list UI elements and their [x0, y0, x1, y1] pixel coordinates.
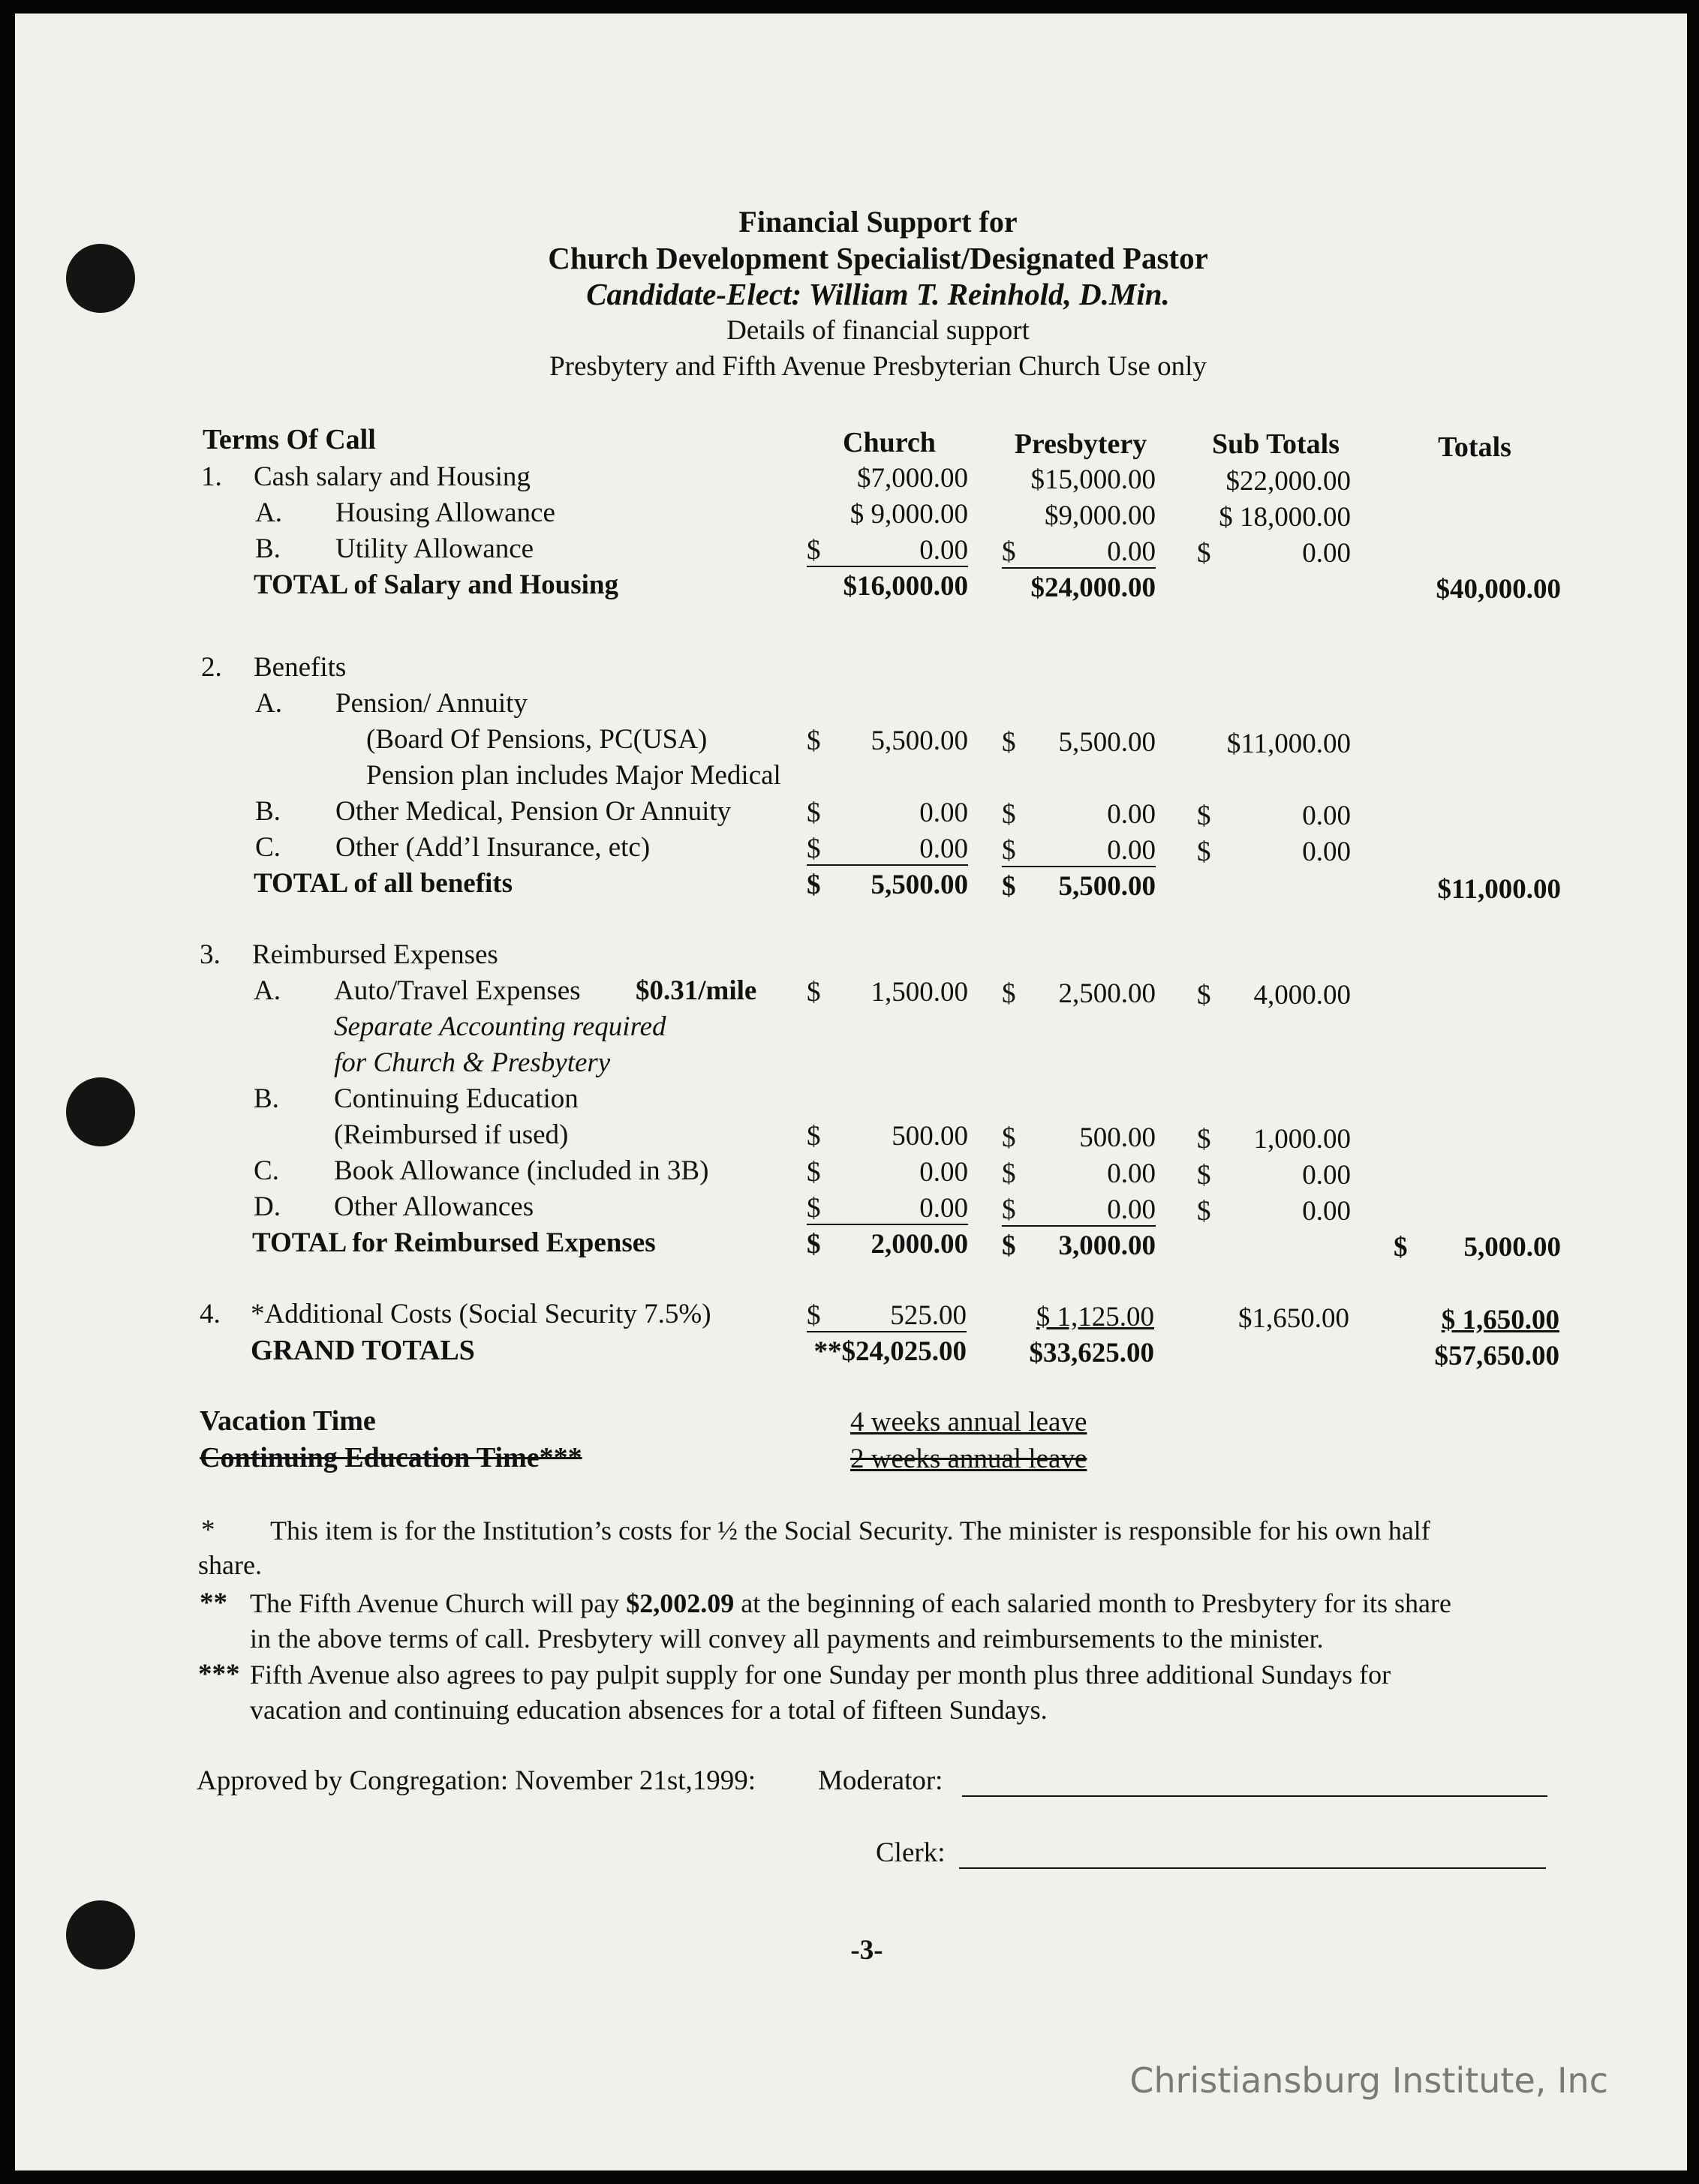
item-letter: C.: [255, 832, 281, 863]
vacation-label: Vacation Time: [200, 1405, 376, 1437]
item-note: for Church & Presbytery: [334, 1047, 611, 1078]
total-label: TOTAL of all benefits: [254, 868, 513, 899]
s1-total-presbytery: $24,000.00: [1030, 572, 1156, 603]
item-label: Pension/ Annuity: [335, 688, 528, 719]
item-sublabel: (Reimbursed if used): [334, 1119, 569, 1150]
section-number: 1.: [201, 461, 222, 492]
s1a-presbytery: $9,000.00: [1045, 500, 1156, 531]
s3d-subtotal: $ 0.00: [1197, 1196, 1351, 1227]
item-label: Continuing Education: [334, 1083, 579, 1114]
clerk-signature-line: [959, 1867, 1546, 1869]
s4-presbytery: $ 1,125.00: [1036, 1302, 1154, 1332]
punch-hole: [66, 1900, 135, 1969]
item-letter: A.: [254, 975, 281, 1006]
s4-subtotal: $1,650.00: [1238, 1303, 1349, 1334]
item-label: Housing Allowance: [335, 497, 555, 528]
item-letter: A.: [255, 497, 282, 528]
s1-presbytery: $15,000.00: [1030, 464, 1156, 495]
item-label: Other Allowances: [334, 1191, 534, 1222]
item-letter: B.: [255, 533, 281, 564]
s2a-presbytery: $ 5,500.00: [1002, 727, 1156, 758]
item-label: Other (Add’l Insurance, etc): [335, 832, 651, 863]
s1-total: $40,000.00: [1436, 574, 1561, 605]
punch-hole: [66, 244, 135, 313]
section-title: Reimbursed Expenses: [252, 939, 498, 970]
item-letter: C.: [254, 1155, 279, 1186]
usage-line: Presbytery and Fifth Avenue Presbyterian Church Use only: [549, 351, 1207, 382]
s3d-church: $ 0.00: [807, 1193, 968, 1224]
s3-total: $ 5,000.00: [1394, 1232, 1561, 1263]
s3-total-presbytery: $ 3,000.00: [1002, 1230, 1156, 1261]
s2c-presbytery: $ 0.00: [1002, 835, 1156, 866]
clerk-label: Clerk:: [876, 1837, 946, 1868]
section-number: 3.: [200, 939, 221, 970]
title-line-1: Financial Support for: [738, 205, 1018, 239]
grand-totals-label: GRAND TOTALS: [251, 1335, 475, 1366]
s1b-subtotal: $ 0.00: [1197, 538, 1351, 569]
item-letter: B.: [255, 796, 281, 827]
section-title: Cash salary and Housing: [254, 461, 531, 492]
s1-church: $7,000.00: [857, 463, 968, 494]
footnote-2-text-cont: in the above terms of call. Presbytery will convey all payments and reimbursements to the minister.: [250, 1624, 1324, 1654]
grand-total-church: **$24,025.00: [813, 1336, 967, 1367]
item-letter: A.: [255, 688, 282, 719]
footnote-marker: ***: [198, 1659, 240, 1690]
s3c-church: $ 0.00: [807, 1157, 968, 1188]
s3b-subtotal: $ 1,000.00: [1197, 1124, 1351, 1155]
footnote-1-text: This item is for the Institution’s costs for ½ the Social Security. The minister is responsible for his own half: [270, 1516, 1430, 1546]
s1a-church: $ 9,000.00: [850, 499, 968, 530]
col-subtotals: Sub Totals: [1211, 428, 1340, 460]
item-label: Utility Allowance: [335, 533, 534, 564]
punch-hole: [66, 1077, 135, 1146]
col-terms: Terms Of Call: [203, 424, 376, 455]
total-label: TOTAL for Reimbursed Expenses: [252, 1227, 656, 1258]
s3a-presbytery: $ 2,500.00: [1002, 978, 1156, 1009]
s3a-subtotal: $ 4,000.00: [1197, 980, 1351, 1011]
s2c-church: $ 0.00: [807, 834, 968, 864]
subtitle-line: Details of financial support: [726, 315, 1030, 346]
grand-total-presbytery: $33,625.00: [1029, 1338, 1154, 1368]
s2-total-church: $ 5,500.00: [807, 870, 968, 900]
title-line-2: Church Development Specialist/Designated Pastor: [548, 241, 1208, 275]
s2-total: $11,000.00: [1437, 874, 1561, 905]
s1b-church: $ 0.00: [807, 535, 968, 566]
grand-total: $57,650.00: [1434, 1341, 1559, 1371]
item-label: Other Medical, Pension Or Annuity: [335, 796, 732, 827]
moderator-label: Moderator:: [818, 1765, 943, 1796]
page-number: -3-: [850, 1935, 883, 1966]
item-letter: D.: [254, 1191, 281, 1222]
item-label: Auto/Travel Expenses: [334, 975, 581, 1006]
item-sublabel: Pension plan includes Major Medical: [366, 760, 781, 791]
item-note: Separate Accounting required: [334, 1011, 666, 1042]
footnote-2-text: The Fifth Avenue Church will pay $2,002.09 at the beginning of each salaried month to Presbytery for its share: [250, 1588, 1451, 1618]
s3a-church: $ 1,500.00: [807, 977, 968, 1008]
section-number: 4.: [200, 1299, 221, 1329]
vacation-value: 4 weeks annual leave: [850, 1407, 1087, 1437]
continuing-education-label: Continuing Education Time***: [200, 1442, 582, 1474]
s2-total-presbytery: $ 5,500.00: [1002, 871, 1156, 902]
s3d-presbytery: $ 0.00: [1002, 1194, 1156, 1225]
section-number: 2.: [201, 652, 222, 683]
footnote-3-text: Fifth Avenue also agrees to pay pulpit supply for one Sunday per month plus three additional Sundays for: [250, 1660, 1391, 1690]
item-label: *Additional Costs (Social Security 7.5%): [251, 1299, 711, 1329]
s4-church: $ 525.00: [807, 1300, 967, 1331]
mileage-rate: $0.31/mile: [636, 975, 757, 1006]
s2b-church: $ 0.00: [807, 798, 968, 828]
approval-text: Approved by Congregation: November 21st,1999:: [197, 1765, 756, 1796]
s2c-subtotal: $ 0.00: [1197, 837, 1351, 867]
item-label: Book Allowance (included in 3B): [334, 1155, 709, 1186]
s2b-subtotal: $ 0.00: [1197, 801, 1351, 831]
candidate-line: Candidate-Elect: William T. Reinhold, D.Min.: [586, 277, 1170, 311]
s1a-subtotal: $ 18,000.00: [1219, 502, 1351, 533]
s2b-presbytery: $ 0.00: [1002, 799, 1156, 830]
document-page: [15, 14, 1687, 2170]
s3c-presbytery: $ 0.00: [1002, 1158, 1156, 1189]
s3b-presbytery: $ 500.00: [1002, 1122, 1156, 1153]
col-church: Church: [843, 427, 936, 458]
s2a-church: $ 5,500.00: [807, 725, 968, 756]
continuing-education-value: 2 weeks annual leave: [850, 1443, 1087, 1474]
col-totals: Totals: [1438, 431, 1511, 463]
footnote-1-text-cont: share.: [198, 1550, 262, 1580]
s3b-church: $ 500.00: [807, 1121, 968, 1152]
s1b-presbytery: $ 0.00: [1002, 536, 1156, 567]
footnote-marker: **: [200, 1588, 227, 1618]
s3c-subtotal: $ 0.00: [1197, 1160, 1351, 1191]
s1-subtotal: $22,000.00: [1225, 466, 1351, 497]
footnote-3-text-cont: vacation and continuing education absences for a total of fifteen Sundays.: [250, 1695, 1048, 1725]
total-label: TOTAL of Salary and Housing: [254, 569, 618, 600]
item-letter: B.: [254, 1083, 279, 1114]
col-presbytery: Presbytery: [1014, 428, 1147, 460]
archive-watermark: Christiansburg Institute, Inc: [1129, 2060, 1608, 2101]
moderator-signature-line: [962, 1795, 1547, 1797]
item-sublabel: (Board Of Pensions, PC(USA): [366, 724, 708, 755]
s1-total-church: $16,000.00: [843, 571, 968, 602]
s2a-subtotal: $11,000.00: [1226, 729, 1351, 759]
section-title: Benefits: [254, 652, 347, 683]
s3-total-church: $ 2,000.00: [807, 1229, 968, 1260]
footnote-marker: *: [201, 1515, 215, 1546]
s4-total: $ 1,650.00: [1441, 1305, 1559, 1335]
